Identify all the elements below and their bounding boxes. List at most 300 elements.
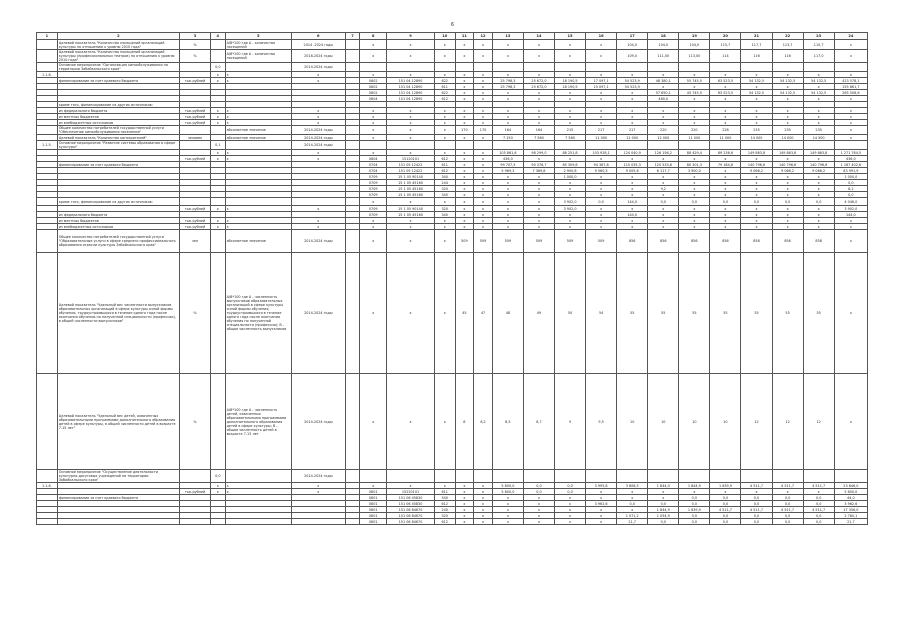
table-cell: x (523, 114, 554, 120)
table-cell: 220 (648, 126, 679, 135)
table-cell: x (710, 489, 741, 495)
table-cell: x (225, 72, 291, 78)
table-cell: x (291, 483, 345, 489)
table-cell: x (710, 180, 741, 186)
table-cell: x (617, 174, 648, 180)
table-cell: 622 (434, 90, 455, 96)
table-cell: x (455, 180, 474, 186)
table-cell (179, 63, 210, 72)
table-cell: 0,0 (710, 519, 741, 525)
table-cell: x (455, 50, 474, 63)
table-cell: 170 (474, 126, 493, 135)
table-cell: 11 000 (710, 135, 741, 141)
table-cell: x (555, 501, 586, 507)
table-cell: 0,0 (679, 519, 710, 525)
table-cell: A/B*100 где A - численность детей, охваченных образовательными программами дополнительного образования детей в сфере культуры; B - общая численность детей в возрасте 7-15 лет (225, 374, 291, 470)
table-cell: x (710, 114, 741, 120)
column-number: 15 (555, 33, 586, 40)
table-cell: 0,0 (211, 63, 226, 72)
table-cell (37, 63, 58, 72)
table-cell: 14 000 (772, 135, 803, 141)
table-cell: x (474, 135, 493, 141)
table-cell: x (455, 192, 474, 198)
table-cell: x (291, 206, 345, 212)
table-cell: x (648, 495, 679, 501)
table-cell (345, 198, 360, 206)
table-cell: 151 04 12890 (387, 90, 435, 96)
table-cell: x (617, 114, 648, 120)
table-cell: 320 (434, 186, 455, 192)
table-cell: x (492, 90, 523, 96)
table-cell (179, 141, 210, 150)
table-cell: 3 962,6 (586, 501, 617, 507)
table-cell: x (474, 84, 493, 90)
table-cell: x (741, 180, 772, 186)
table-cell: x (523, 206, 554, 212)
table-cell: x (523, 218, 554, 224)
table-cell: 140 796,6 (772, 162, 803, 168)
table-cell: x (434, 198, 455, 206)
table-cell: x (741, 206, 772, 212)
table-cell: x (741, 84, 772, 90)
table-cell: x (455, 495, 474, 501)
table-cell: x (586, 224, 617, 230)
table-cell: 1.1.6. (37, 483, 58, 489)
table-cell: 54 132,5 (741, 78, 772, 84)
table-cell: x (492, 192, 523, 198)
table-cell: 423 578,1 (834, 78, 867, 84)
table-cell: 164 (523, 126, 554, 135)
table-cell: 2014-2024 годы (291, 253, 345, 374)
table-cell: x (617, 72, 648, 78)
table-cell (345, 470, 360, 483)
program-table (36, 32, 868, 525)
table-cell: 149 863,8 (803, 150, 834, 156)
table-cell: x (474, 108, 493, 114)
table-cell: x (741, 108, 772, 114)
table-cell (455, 470, 474, 483)
table-cell: x (555, 180, 586, 186)
table-cell: x (360, 40, 387, 50)
table-row (37, 374, 868, 470)
table-cell: x (455, 186, 474, 192)
table-cell (555, 470, 586, 483)
table-cell: 14 500 (803, 135, 834, 141)
table-cell (211, 230, 226, 253)
table-cell: x (834, 114, 867, 120)
table-cell (474, 470, 493, 483)
table-cell: 0704 (360, 168, 387, 174)
table-cell: 9 066,2 (741, 168, 772, 174)
row-description: из внебюджетных источников (57, 120, 179, 126)
table-cell: 21,7 (617, 519, 648, 525)
table-cell: x (291, 489, 345, 495)
table-cell: x (741, 72, 772, 78)
table-cell: 0801 (360, 501, 387, 507)
row-description (57, 519, 179, 525)
table-cell: 144,0 (617, 212, 648, 218)
table-cell: x (387, 114, 435, 120)
table-cell: x (555, 212, 586, 218)
table-cell: x (434, 483, 455, 489)
table-cell: x (523, 174, 554, 180)
table-cell: x (474, 150, 493, 156)
table-cell: x (434, 218, 455, 224)
table-cell: 612 (434, 96, 455, 102)
table-cell: 149 863,8 (741, 150, 772, 156)
table-cell: 0709 (360, 186, 387, 192)
table-cell: 0,0 (803, 513, 834, 519)
table-cell: 15 1 05 45160 (387, 180, 435, 186)
table-cell: x (225, 489, 291, 495)
table-cell: x (586, 50, 617, 63)
table-cell: 856 (617, 230, 648, 253)
table-cell: 858 (803, 230, 834, 253)
table-cell: x (586, 156, 617, 162)
table-row (37, 470, 868, 483)
table-cell: 5 600,0 (834, 489, 867, 495)
table-cell: 0,0 (617, 501, 648, 507)
table-cell: x (803, 206, 834, 212)
table-cell: x (291, 150, 345, 156)
table-cell: 0,0 (555, 483, 586, 489)
column-number: 22 (772, 33, 803, 40)
table-cell: 55 (741, 253, 772, 374)
column-number: 21 (741, 33, 772, 40)
table-cell (741, 141, 772, 150)
table-cell (741, 63, 772, 72)
table-cell: x (679, 180, 710, 186)
table-cell: 155 861,7 (834, 84, 867, 90)
table-cell: x (648, 224, 679, 230)
table-cell: x (211, 206, 226, 212)
table-cell: 0,0 (523, 483, 554, 489)
table-cell: 80 301,3 (679, 162, 710, 168)
table-cell: 228 (710, 126, 741, 135)
table-cell (179, 519, 210, 525)
table-cell: x (710, 108, 741, 114)
table-cell: 151 06 84670 (387, 513, 435, 519)
table-cell: 45 (455, 253, 474, 374)
table-cell (211, 50, 226, 63)
row-description: из федерального бюджета (57, 212, 179, 218)
table-cell (345, 63, 360, 72)
table-cell: 2014-2024 годы (291, 141, 345, 150)
row-description: Целевой показатель "Количество кинозрителей" (57, 135, 179, 141)
table-cell: 611 (434, 84, 455, 90)
row-description: финансирование за счет краевого бюджета (57, 162, 179, 168)
table-cell: x (291, 114, 345, 120)
table-cell: x (387, 218, 435, 224)
table-cell: x (586, 186, 617, 192)
table-cell: x (617, 224, 648, 230)
table-cell: 217 (617, 126, 648, 135)
table-cell: x (474, 198, 493, 206)
table-cell: 88 429,4 (679, 150, 710, 156)
table-cell: 4 511,7 (741, 507, 772, 513)
table-cell: 0,0 (648, 198, 679, 206)
table-cell (37, 374, 58, 470)
column-number: 17 (617, 33, 648, 40)
table-cell: 509 (474, 230, 493, 253)
column-number: 16 (586, 33, 617, 40)
table-cell: 11 000 (586, 135, 617, 141)
table-cell (803, 470, 834, 483)
table-cell: x (617, 495, 648, 501)
table-cell: x (586, 513, 617, 519)
table-cell: x (492, 501, 523, 507)
table-row (37, 198, 868, 206)
column-number: 6 (291, 33, 345, 40)
table-cell: x (211, 120, 226, 126)
table-cell: 54 132,5 (772, 78, 803, 84)
table-cell: x (492, 218, 523, 224)
table-cell: x (455, 513, 474, 519)
table-cell: 50 (555, 253, 586, 374)
table-cell: 25 672,0 (523, 84, 554, 90)
column-number: 8 (360, 33, 387, 40)
table-cell: x (648, 212, 679, 218)
table-cell: 54 523,9 (617, 84, 648, 90)
table-cell: 144,0 (617, 198, 648, 206)
table-cell: x (834, 96, 867, 102)
table-cell: x (834, 374, 867, 470)
table-cell: 8,5 (492, 374, 523, 470)
table-cell: 7 560 (523, 135, 554, 141)
table-cell: x (492, 96, 523, 102)
table-cell: 1 839,9 (679, 507, 710, 513)
table-cell: x (523, 120, 554, 126)
table-cell: 18 190,5 (555, 84, 586, 90)
table-cell: 25 672,0 (523, 78, 554, 84)
table-cell: x (741, 212, 772, 218)
table-cell: 0,0 (834, 192, 867, 198)
table-cell (37, 253, 58, 374)
table-cell: x (586, 72, 617, 78)
table-cell: 858 (741, 230, 772, 253)
table-cell: x (523, 507, 554, 513)
table-row (37, 141, 868, 150)
table-cell: x (679, 206, 710, 212)
table-cell: x (474, 218, 493, 224)
table-cell: x (387, 150, 435, 156)
table-cell: x (455, 212, 474, 218)
table-cell: x (455, 156, 474, 162)
table-cell: 17 356,0 (834, 507, 867, 513)
table-cell: x (772, 180, 803, 186)
table-cell: 12 (803, 374, 834, 470)
table-cell: 1 844,9 (648, 507, 679, 513)
table-cell: x (741, 186, 772, 192)
column-number: 9 (387, 33, 435, 40)
table-cell: 2014-2024 годы (291, 135, 345, 141)
table-cell: x (455, 218, 474, 224)
table-cell: 114 (710, 50, 741, 63)
table-cell: x (617, 489, 648, 495)
table-cell: 55 (803, 253, 834, 374)
table-cell: x (387, 230, 435, 253)
table-cell: x (803, 174, 834, 180)
table-cell: x (474, 519, 493, 525)
table-cell: 0,0 (679, 495, 710, 501)
table-cell (803, 141, 834, 150)
table-cell: 856 (648, 230, 679, 253)
table-cell: 21,7 (834, 519, 867, 525)
table-cell: 611 (434, 162, 455, 168)
table-cell: 45 745,5 (679, 90, 710, 96)
table-cell: x (492, 40, 523, 50)
table-cell: x (474, 162, 493, 168)
table-cell: x (803, 156, 834, 162)
table-cell (387, 63, 435, 72)
table-cell: x (492, 206, 523, 212)
table-cell (474, 63, 493, 72)
table-cell: x (360, 374, 387, 470)
table-cell (772, 63, 803, 72)
table-cell: тыс.рублей (179, 156, 210, 162)
table-cell: 460,0 (648, 96, 679, 102)
table-cell: x (492, 198, 523, 206)
table-cell: x (834, 120, 867, 126)
table-cell: x (474, 72, 493, 78)
row-description: кроме того, финансирование из других источников: (57, 102, 179, 108)
table-cell: x (434, 72, 455, 78)
table-cell: x (555, 72, 586, 78)
table-cell: 240 (434, 507, 455, 513)
table-cell: x (555, 96, 586, 102)
table-cell: x (360, 218, 387, 224)
table-cell: x (555, 90, 586, 96)
table-cell: x (803, 192, 834, 198)
table-cell (345, 230, 360, 253)
table-cell: x (434, 40, 455, 50)
table-cell: 18 190,5 (555, 78, 586, 84)
table-cell: 8,2 (834, 186, 867, 192)
table-cell: x (648, 120, 679, 126)
table-cell: x (586, 40, 617, 50)
table-cell: x (834, 40, 867, 50)
table-cell: x (555, 507, 586, 513)
table-cell: x (455, 114, 474, 120)
table-cell: 0,0 (710, 198, 741, 206)
table-cell (225, 198, 291, 206)
table-cell: x (492, 108, 523, 114)
table-cell: x (225, 206, 291, 212)
table-cell: 0,0 (741, 519, 772, 525)
table-cell (225, 519, 291, 525)
row-description: Основное мероприятие "Развитие системы образования в сфере культуры" (57, 141, 179, 150)
table-cell: 0802 (360, 90, 387, 96)
table-cell: x (474, 192, 493, 198)
table-cell: x (710, 96, 741, 102)
table-cell: x (710, 168, 741, 174)
table-cell: 0,0 (679, 513, 710, 519)
table-cell: x (555, 218, 586, 224)
table-cell: x (803, 72, 834, 78)
table-cell: x (586, 489, 617, 495)
table-cell: 4 046,0 (834, 198, 867, 206)
table-cell: x (710, 120, 741, 126)
table-cell: 509 (555, 230, 586, 253)
table-cell: x (492, 212, 523, 218)
table-cell: x (360, 150, 387, 156)
table-cell: x (387, 40, 435, 50)
column-number: 12 (474, 33, 493, 40)
table-cell: x (387, 135, 435, 141)
table-cell: x (492, 114, 523, 120)
table-cell: x (523, 186, 554, 192)
table-cell: % (179, 40, 210, 50)
table-cell: 17 097,1 (586, 78, 617, 84)
table-cell: x (455, 78, 474, 84)
table-cell: 57 650,1 (648, 90, 679, 96)
table-cell: x (772, 174, 803, 180)
table-cell: x (523, 198, 554, 206)
table-cell: 0709 (360, 192, 387, 198)
table-cell: 109,0 (617, 50, 648, 63)
table-cell: x (225, 78, 291, 84)
table-cell: 1 071,2 (617, 513, 648, 519)
table-cell: x (455, 135, 474, 141)
table-cell: 6 117,7 (648, 168, 679, 174)
table-cell: 55 (772, 253, 803, 374)
table-cell: 320 (434, 513, 455, 519)
table-cell: A/B*100 где A - количество посещений (225, 50, 291, 63)
table-cell: 151 05 12422 (387, 168, 435, 174)
table-cell: 9,5 (586, 374, 617, 470)
table-cell: 3 995,8 (586, 483, 617, 489)
table-cell: x (492, 180, 523, 186)
table-cell: x (474, 212, 493, 218)
table-cell: 0,0 (803, 495, 834, 501)
table-cell: x (679, 156, 710, 162)
table-cell: 220 (679, 126, 710, 135)
table-cell: x (360, 114, 387, 120)
table-cell: x (679, 224, 710, 230)
table-cell (211, 40, 226, 50)
table-cell: 115,7 (710, 40, 741, 50)
table-cell (345, 374, 360, 470)
table-row (37, 50, 868, 63)
table-cell: x (617, 120, 648, 126)
table-cell: x (679, 72, 710, 78)
column-number: 2 (57, 33, 179, 40)
table-cell: x (474, 489, 493, 495)
table-cell: x (455, 90, 474, 96)
table-cell: 116 (772, 50, 803, 63)
table-cell: x (648, 206, 679, 212)
table-cell: 9 066,2 (803, 168, 834, 174)
table-cell: x (523, 513, 554, 519)
table-cell: 105 861,6 (492, 150, 523, 156)
table-cell (474, 141, 493, 150)
table-row (37, 63, 868, 72)
table-cell: x (772, 114, 803, 120)
table-cell: 5 600,0 (492, 489, 523, 495)
table-cell: x (834, 72, 867, 78)
table-cell: 85 309,8 (555, 162, 586, 168)
table-cell: x (772, 192, 803, 198)
table-cell (179, 470, 210, 483)
table-cell: x (617, 186, 648, 192)
table-cell: 0709 (360, 206, 387, 212)
table-cell: x (455, 489, 474, 495)
table-cell: x (492, 224, 523, 230)
column-number: 1 (37, 33, 58, 40)
table-cell: x (291, 72, 345, 78)
table-cell: 48 (492, 253, 523, 374)
table-cell: x (834, 108, 867, 114)
